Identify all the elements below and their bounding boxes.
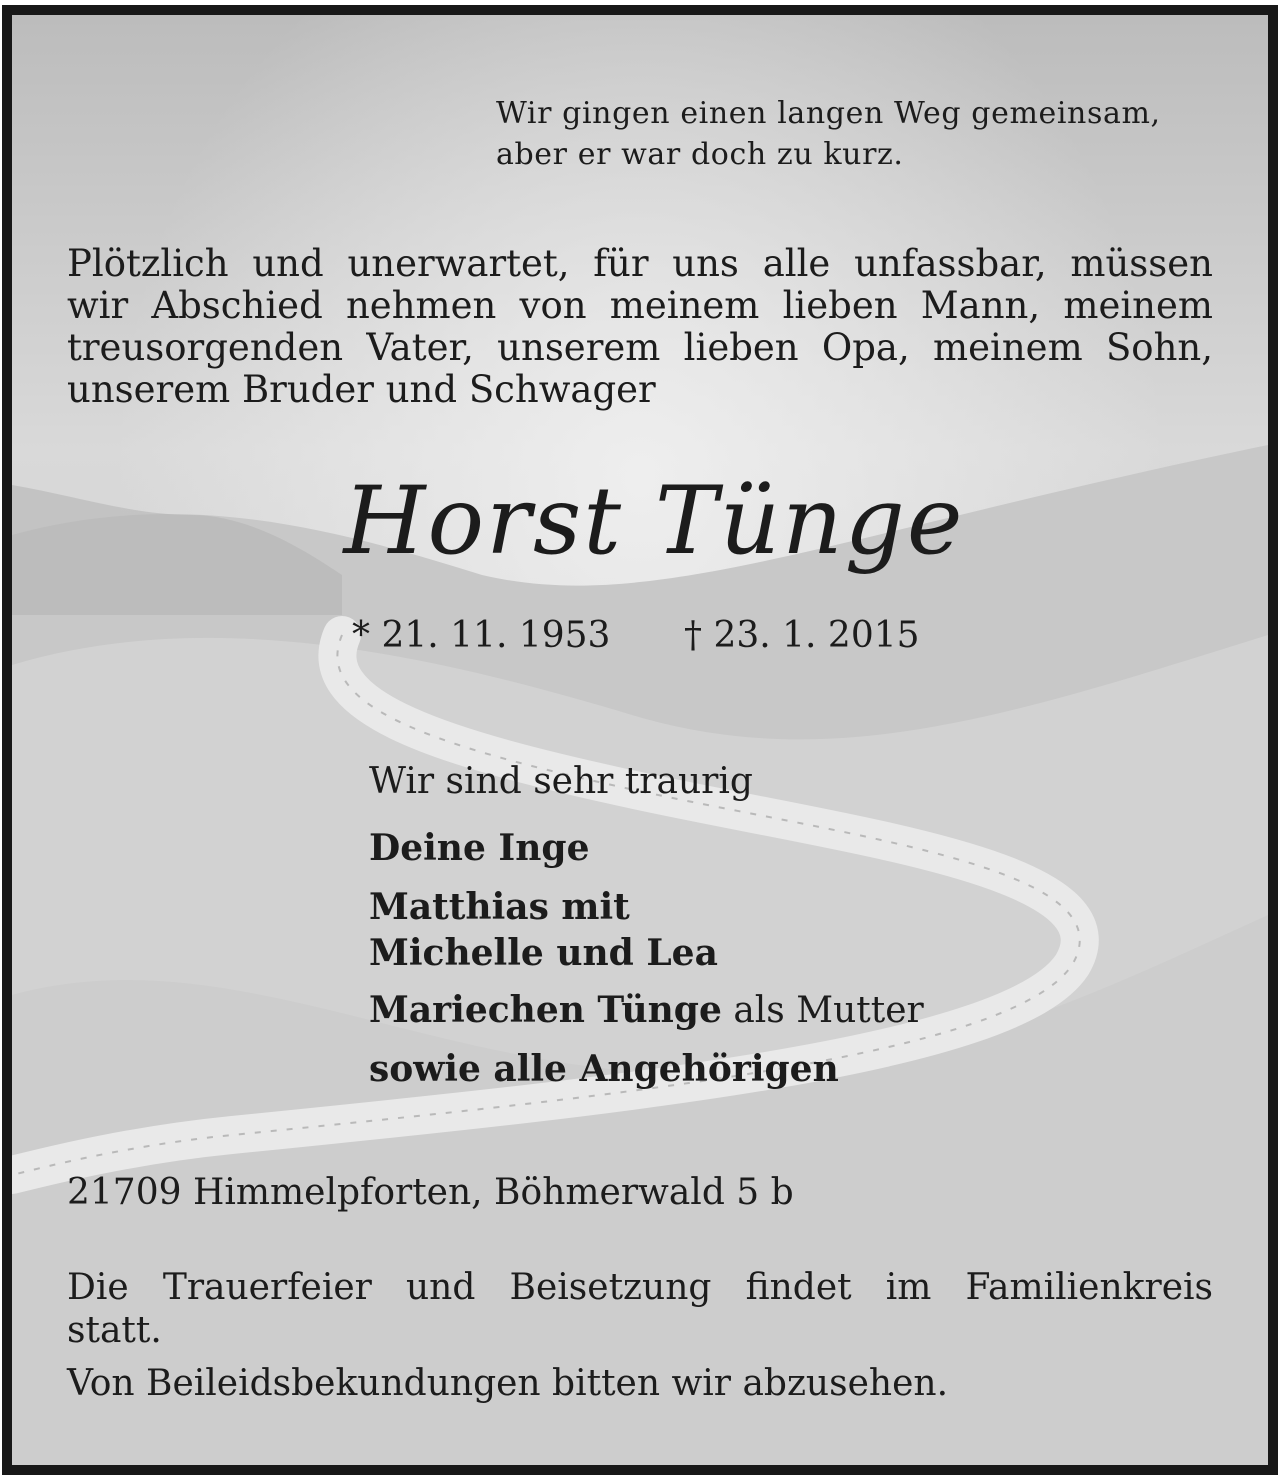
birth-date: * 21. 11. 1953	[352, 615, 611, 656]
intro-paragraph	[67, 243, 1213, 411]
intro-line: wir Abschied nehmen von meinem lieben Mann, meinem	[67, 284, 1213, 327]
mourner-name: sowie alle Angehörigen	[369, 1048, 839, 1090]
mourner-name: Matthias mit	[369, 886, 630, 928]
intro-line: Plötzlich und unerwartet, für uns alle unfassbar, müssen	[67, 242, 1213, 285]
death-date: † 23. 1. 2015	[684, 615, 920, 656]
snowy-landscape-background	[12, 15, 1268, 1465]
mourner-name: Michelle und Lea	[369, 932, 718, 974]
motto-line: aber er war doch zu kurz.	[496, 137, 904, 172]
intro-line: treusorgenden Vater, unserem lieben Opa, meinem Sohn,	[67, 326, 1213, 369]
notice-line: Die Trauerfeier und Beisetzung findet im Familienkreis	[67, 1267, 1213, 1308]
deceased-name: Horst Tünge	[343, 467, 965, 576]
mourner-name	[369, 987, 924, 1034]
mourner-name-bold: Mariechen Tünge	[369, 989, 722, 1031]
intro-line: unserem Bruder und Schwager	[67, 368, 656, 411]
address: 21709 Himmelpforten, Böhmerwald 5 b	[67, 1172, 794, 1213]
notice-line: statt.	[67, 1310, 162, 1351]
obituary-notice	[2, 5, 1278, 1475]
funeral-notice	[67, 1266, 1213, 1352]
mourners-heading: Wir sind sehr traurig	[369, 761, 753, 802]
mourner-name: Deine Inge	[369, 827, 590, 869]
mourner-relation: als Mutter	[721, 990, 924, 1031]
motto-line: Wir gingen einen langen Weg gemeinsam,	[496, 96, 1161, 131]
motto	[496, 93, 1161, 175]
closing-note: Von Beileidsbekundungen bitten wir abzusehen.	[67, 1363, 949, 1404]
